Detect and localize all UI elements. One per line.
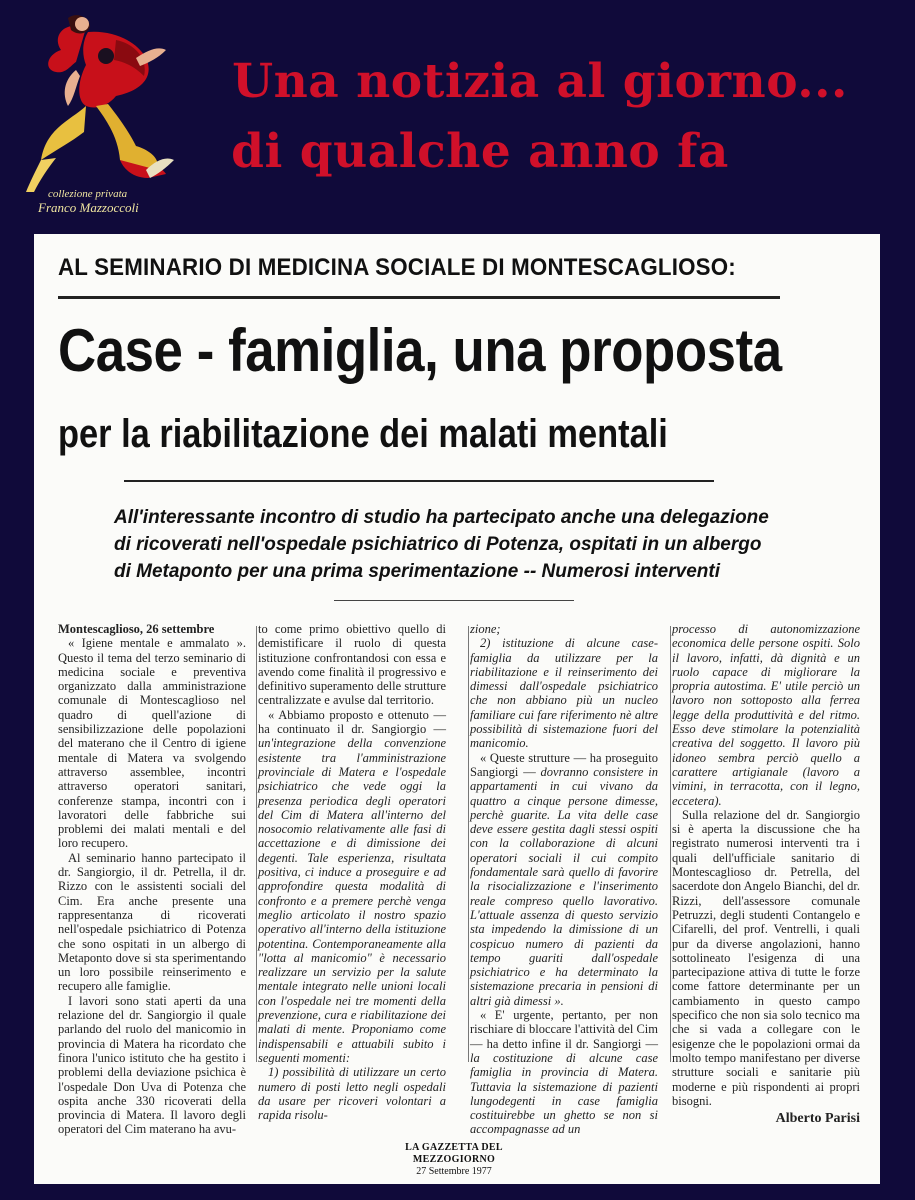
proposal-item-2: 2) istituzione di alcune case-famiglia da utilizzare per la riabilitazione e il reinserimento dei dimessi dall'ospedale psichiatrico che non abbiano più un nucleo familiare cui fare riferimento nè altre possibilità di sistemazione fuori del manicomio. — [470, 636, 658, 751]
newspaper-date: 27 Settembre 1977 — [416, 1166, 492, 1177]
subhead-line-3: di Metaponto per una prima sperimentazione -- Numerosi interventi — [114, 561, 720, 582]
quote-intro: « Abbiamo proposto e ottenuto — ha continuato il dr. Sangiorgio — — [258, 707, 446, 737]
article-subhead — [114, 504, 834, 585]
logo — [16, 10, 186, 225]
kicker-rule — [58, 296, 780, 299]
article-paragraph: to come primo obiettivo quello di demistificare il ruolo di questa istituzione confrontandosi con essa e avendo come finalità il progressivo e definitivo superamento delle strutture centralizzate e avulse dal territorio. — [258, 622, 446, 708]
article-author: Alberto Parisi — [775, 1111, 860, 1127]
proposal-item-1-end: zione; — [470, 622, 501, 636]
article-column-1 — [58, 622, 246, 1137]
article-paragraph: Sulla relazione del dr. Sangiorgio si è aperta la discussione che ha registrato numerosi interventi tra i quali dell'ufficiale sanitario di Montescaglioso dr. Petrella, del sacerdote don Angelo Bianchi, del dr. Rizzi, dell'assessore comunale Petruzzi, degli studenti Contangelo e Cifarelli, del prof. Ventrelli, i quali pur da diverse angolazioni, hanno sottolineato l'esigenza di una partecipazione attiva di tutte le forze come fattore determinante per un cambiamento in questo campo specifico che non sia solo tecnico ma che si vada a collegare con le esigenze che le popolazioni ormai da molto tempo manifestano per diverse strutture sociali e sanitarie più moderne e più rispondenti ai propri bisogni. — [672, 807, 860, 1108]
article-dateline: Montescaglioso, 26 settembre — [58, 622, 215, 636]
article-headline: Case - famiglia, una proposta — [58, 317, 782, 384]
subhead-rule — [334, 600, 574, 601]
banner-title-line2: di qualche anno fa — [231, 124, 729, 179]
quote-intro: « E' urgente, pertanto, per non rischiare di bloccare l'attività del Cim — ha detto infine il dr. Sangiorgi — — [470, 1008, 658, 1051]
proposal-item-1: 1) possibilità di utilizzare un certo numero di posti letto negli ospedali da usare per ricoveri volontari a rapida risolu- — [258, 1065, 446, 1123]
quote-text: dovranno consistere in appartamenti in cui vivano da quattro a cinque persone dimesse, perchè guarite. La vita delle case deve essere gestita dagli stessi ospiti con la collaborazione di alcuni operatori sociali il cui compito fondamentale sarà quello di favorire la risocializzazione e l'inserimento reale compreso quello lavorativo. L'attuale assenza di questo servizio sta impedendo la dimissione di un cospicuo numero di pazienti da tempo guariti dall'ospedale psichiatrico e ha determinato la sistemazione precaria in pensioni di altri già dimessi ». — [470, 764, 658, 1008]
article-paragraph: Al seminario hanno partecipato il dr. Sangiorgio, il dr. Petrella, il dr. Rizzo con le assistenti sociali del Cim. Era anche presente una rappresentanza di ricoverati nell'ospedale psichiatrico di Potenza che sono ospitati in un albergo di Metaponto dove si sta sperimentando un loro possibile reinserimento e recupero alle famiglie. — [58, 850, 246, 994]
newspaper-masthead — [364, 1142, 544, 1178]
article-headline-second-line: per la riabilitazione dei malati mentali — [58, 412, 668, 456]
article-paragraph: « Igiene mentale e ammalato ». Questo il tema del terzo seminario di medicina sociale e preventiva organizzato dalla amministrazione comunale di Montescaglioso nel quadro di quell'azione di sensibilizzazione delle popolazioni del materano che il Centro di igiene mentale di Matera va svolgendo attraverso assemblee, incontri attraverso operatori sanitari, conferenze stampa, incontri con i lavoratori delle fabbriche sui problemi dei malati mentali e del loro recupero. — [58, 636, 246, 851]
quote-text: processo di autonomizzazione economica delle persone ospiti. Solo il lavoro, infatti, dà dignità e un ruolo capace di migliorare la propria autostima. E' utile perciò un lavoro non sottoposto alla ferrea legge della produttività e del ritmo. Esso deve stimolare la potenzialità creativa del soggetto. Il lavoro più idoneo sembra perciò quello a carattere artigianale (lavoro a vimini, in terracotta, con il legno, eccetera). — [672, 622, 860, 808]
quote-intro: « Queste strutture — ha proseguito Sangiorgi — — [470, 750, 658, 779]
headline-rule — [124, 480, 714, 482]
article-paragraph: I lavori sono stati aperti da una relazione del dr. Sangiorgio il quale parlando del ruolo del manicomio in provincia di Matera ha ricordato che finora l'unico istituto che ha gestito i problemi della deviazione psichica è l'ospedale Don Uva di Potenza che ospita anche 330 ricoverati della provincia di Matera. Il lavoro degli operatori del Cim materano ha avu- — [58, 993, 246, 1137]
article-column-3 — [470, 622, 658, 1137]
article-column-4 — [672, 622, 860, 1126]
newspaper-name: LA GAZZETTA DEL MEZZOGIORNO — [405, 1142, 503, 1165]
article-column-2 — [258, 622, 446, 1122]
quote-text: la costituzione di alcune case famiglia in provincia di Matera. Tuttavia la sistemazione di pazienti lungodegenti in case famiglia costituirebbe un ghetto se non si accompagnasse ad un — [470, 1050, 658, 1137]
logo-caption-author: Franco Mazzoccoli — [38, 200, 139, 215]
subhead-line-2: di ricoverati nell'ospedale psichiatrico di Potenza, ospitati in un albergo — [114, 534, 762, 555]
logo-caption-collection: collezione privata — [48, 188, 128, 200]
newspaper-clipping — [34, 234, 880, 1184]
quote-text: un'integrazione della convenzione esistente tra l'amministrazione provinciale di Matera e l'ospedale psichiatrico che vede oggi la presenza periodica degli operatori del Cim di Matera all'interno del nosocomio relativamente alle fasi di accettazione e di dimissione dei degenti. Tale esperienza, risultata positiva, ci induce a proseguire e ad approfondire questa modalità di confronto e a premere perchè venga meglio articolato il nostro spazio operativo all'interno della istituzione potentina. Contemporaneamente alla "lotta al manicomio" è necessario realizzare un servizio per la salute mentale integrato nelle unioni locali con l'ospedale nei tre momenti della prevenzione, cura e riabilitazione dei malati di mente. Proponiamo come indispensabili e attuabili subito i seguenti momenti: — [258, 736, 446, 1065]
banner-title-line1: Una notizia al giorno... — [232, 54, 848, 109]
subhead-line-1: All'interessante incontro di studio ha partecipato anche una delegazione — [114, 507, 769, 528]
article-kicker: AL SEMINARIO DI MEDICINA SOCIALE DI MONTESCAGLIOSO: — [58, 254, 736, 281]
article-body — [58, 622, 864, 1137]
